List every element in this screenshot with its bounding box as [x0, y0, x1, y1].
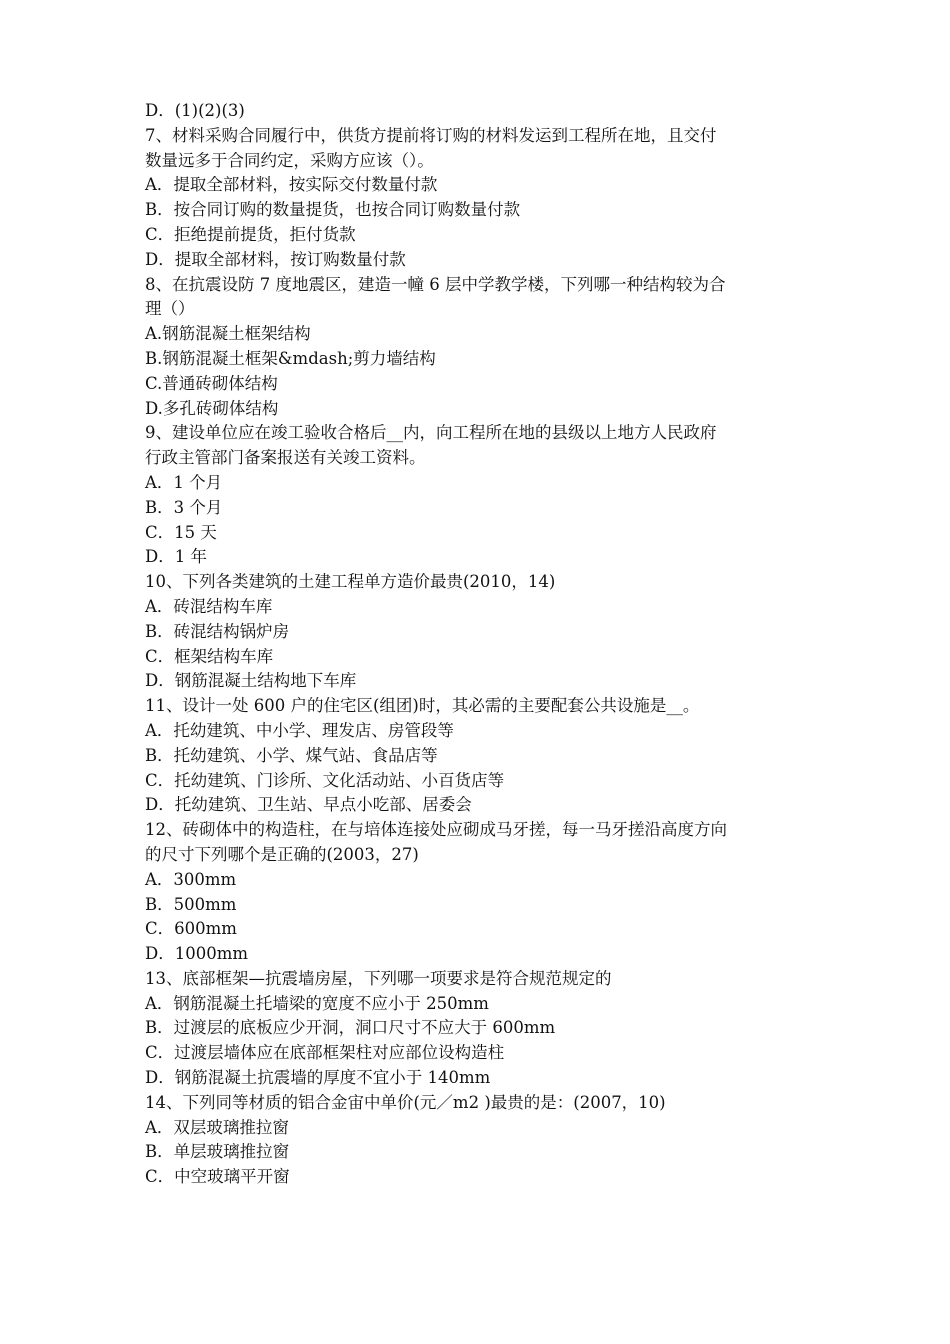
text-line: D．托幼建筑、卫生站、早点小吃部、居委会 — [145, 795, 472, 815]
text-line: B．按合同订购的数量提货，也按合同订购数量付款 — [145, 200, 521, 220]
text-line: D．(1)(2)(3) — [145, 101, 245, 120]
text-line: C．600mm — [145, 919, 237, 939]
text-line: D.多孔砖砌体结构 — [145, 398, 279, 418]
text-line: D．钢筋混凝土抗震墙的厚度不宜小于 140mm — [145, 1068, 491, 1088]
text-line: B.钢筋混凝土框架&mdash;剪力墙结构 — [145, 348, 436, 368]
text-line: B．500mm — [145, 894, 237, 914]
text-line: B．砖混结构锅炉房 — [145, 621, 290, 641]
text-line: 14、下列同等材质的铝合金宙中单价(元／m2 )最贵的是：(2007，10) — [145, 1092, 666, 1112]
text-line: 行政主管部门备案报送有关竣工资料。 — [145, 448, 426, 468]
text-line: A．1 个月 — [145, 472, 223, 492]
text-line: 的尺寸下列哪个是正确的(2003，27) — [145, 844, 419, 864]
text-line: 理（） — [145, 299, 195, 319]
text-line: A．砖混结构车库 — [145, 596, 273, 616]
text-line: 12、砖砌体中的构造柱，在与培体连接处应砌成马牙搓，每一马牙搓沿高度方向 — [145, 820, 727, 840]
text-line: 10、下列各类建筑的土建工程单方造价最贵(2010，14) — [145, 572, 556, 592]
text-line: D．钢筋混凝土结构地下车库 — [145, 671, 357, 691]
text-line: B．托幼建筑、小学、煤气站、食品店等 — [145, 745, 438, 765]
text-line: C.普通砖砌体结构 — [145, 373, 278, 393]
text-line: C．拒绝提前提货，拒付货款 — [145, 224, 356, 244]
text-line: C．中空玻璃平开窗 — [145, 1167, 290, 1187]
text-line: A．托幼建筑、中小学、理发店、房管段等 — [145, 720, 454, 740]
document-body — [145, 99, 810, 1190]
text-line: D．提取全部材料，按订购数量付款 — [145, 249, 406, 269]
text-line: C．托幼建筑、门诊所、文化活动站、小百货店等 — [145, 770, 505, 790]
text-line: C．框架结构车库 — [145, 646, 274, 666]
text-line: 9、建设单位应在竣工验收合格后__内，向工程所在地的县级以上地方人民政府 — [145, 423, 717, 443]
text-line: 7、材料采购合同履行中，供货方提前将订购的材料发运到工程所在地，且交付 — [145, 125, 717, 145]
text-line: B．单层玻璃推拉窗 — [145, 1142, 290, 1162]
text-line: D．1 年 — [145, 547, 207, 567]
text-line: 13、底部框架—抗震墙房屋，下列哪一项要求是符合规范规定的 — [145, 968, 612, 988]
text-line: A．提取全部材料，按实际交付数量付款 — [145, 175, 438, 195]
text-line: B．过渡层的底板应少开洞，洞口尺寸不应大于 600mm — [145, 1018, 556, 1038]
text-line: A．双层玻璃推拉窗 — [145, 1117, 289, 1137]
text-line: D．1000mm — [145, 944, 249, 964]
text-line: A．钢筋混凝土托墙梁的宽度不应小于 250mm — [145, 993, 489, 1013]
text-line: A.钢筋混凝土框架结构 — [145, 324, 311, 344]
text-line: C．15 天 — [145, 522, 217, 542]
text-line: 8、在抗震设防 7 度地震区，建造一幢 6 层中学教学楼，下列哪一种结构较为合 — [145, 274, 726, 294]
text-line: B．3 个月 — [145, 497, 223, 517]
text-line: 数量远多于合同约定，采购方应该（）。 — [145, 150, 434, 170]
text-line: C．过渡层墙体应在底部框架柱对应部位设构造柱 — [145, 1043, 505, 1063]
text-line: A．300mm — [145, 869, 237, 889]
text-line: 11、设计一处 600 户的住宅区(组团)时，其必需的主要配套公共设施是__。 — [145, 696, 700, 716]
